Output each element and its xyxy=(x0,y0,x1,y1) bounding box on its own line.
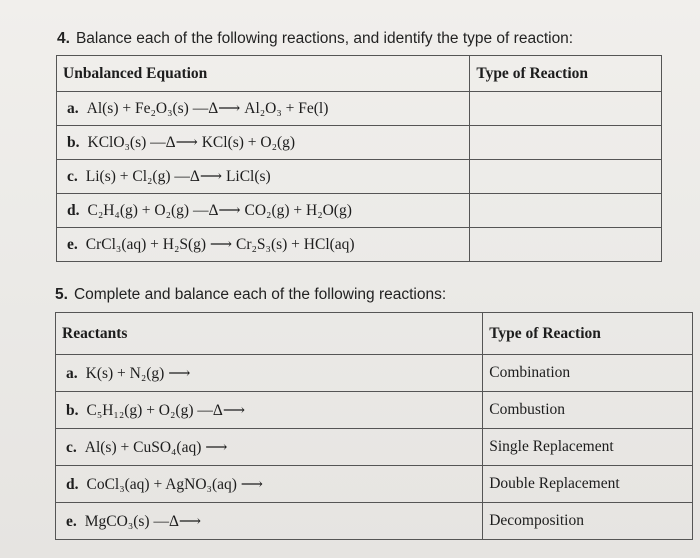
row-letter: e. xyxy=(66,512,77,530)
row-letter: a. xyxy=(66,364,78,382)
type-of-reaction-field[interactable] xyxy=(470,228,662,262)
reactants-text: K(s) + N₂(g) ⟶ xyxy=(85,364,191,382)
question-5 xyxy=(55,286,446,304)
reactants-text: C₅H₁₂(g) + O₂(g) —Δ⟶ xyxy=(86,401,246,419)
table-row xyxy=(57,160,662,194)
type-of-reaction-value[interactable]: Combustion xyxy=(483,392,693,429)
type-of-reaction-field[interactable] xyxy=(470,92,662,126)
equation-text: CrCl₃(aq) + H₂S(g) ⟶ Cr₂S₃(s) + HCl(aq) xyxy=(85,236,355,253)
complete-table xyxy=(55,312,693,540)
question-5-number: 5. xyxy=(55,286,68,303)
table-row xyxy=(56,503,693,540)
question-4 xyxy=(57,30,573,48)
row-letter: e. xyxy=(67,236,78,253)
question-4-number: 4. xyxy=(57,30,70,47)
table-row xyxy=(56,392,693,429)
question-4-prompt: Balance each of the following reactions, and identify the type of reaction: xyxy=(75,30,574,47)
type-of-reaction-field[interactable] xyxy=(470,126,662,160)
header-type-of-reaction: Type of Reaction xyxy=(483,313,693,355)
equation-text: Li(s) + Cl₂(g) —Δ⟶ LiCl(s) xyxy=(85,168,271,185)
equation-text: KClO₃(s) —Δ⟶ KCl(s) + O₂(g) xyxy=(87,134,296,151)
table-row xyxy=(57,228,662,262)
header-reactants: Reactants xyxy=(56,313,483,355)
table-row xyxy=(57,194,662,228)
reactants-text: Al(s) + CuSO₄(aq) ⟶ xyxy=(84,438,228,456)
type-of-reaction-value[interactable]: Single Replacement xyxy=(483,429,693,466)
table-row xyxy=(57,92,662,126)
complete-table-header xyxy=(56,313,693,355)
row-letter: a. xyxy=(67,100,79,117)
row-letter: c. xyxy=(66,438,77,456)
header-type-of-reaction: Type of Reaction xyxy=(470,56,662,92)
equation-text: C₂H₄(g) + O₂(g) —Δ⟶ CO₂(g) + H₂O(g) xyxy=(87,202,352,219)
row-letter: c. xyxy=(67,168,78,185)
type-of-reaction-field[interactable] xyxy=(470,160,662,194)
header-unbalanced-equation: Unbalanced Equation xyxy=(57,56,470,92)
reactants-text: MgCO₃(s) —Δ⟶ xyxy=(84,512,202,530)
balance-table-header xyxy=(57,56,662,92)
table-row xyxy=(56,429,693,466)
balance-table xyxy=(56,55,662,262)
type-of-reaction-value[interactable]: Combination xyxy=(483,355,693,392)
row-letter: b. xyxy=(67,134,80,151)
table-row xyxy=(56,466,693,503)
row-letter: b. xyxy=(66,401,79,419)
row-letter: d. xyxy=(66,475,79,493)
table-row xyxy=(57,126,662,160)
table-row xyxy=(56,355,693,392)
equation-text: Al(s) + Fe₂O₃(s) —Δ⟶ Al₂O₃ + Fe(l) xyxy=(86,100,329,117)
question-5-prompt: Complete and balance each of the following reactions: xyxy=(73,286,447,303)
type-of-reaction-field[interactable] xyxy=(470,194,662,228)
type-of-reaction-value[interactable]: Double Replacement xyxy=(483,466,693,503)
row-letter: d. xyxy=(67,202,80,219)
reactants-text: CoCl₃(aq) + AgNO₃(aq) ⟶ xyxy=(86,475,264,493)
type-of-reaction-value[interactable]: Decomposition xyxy=(483,503,693,540)
